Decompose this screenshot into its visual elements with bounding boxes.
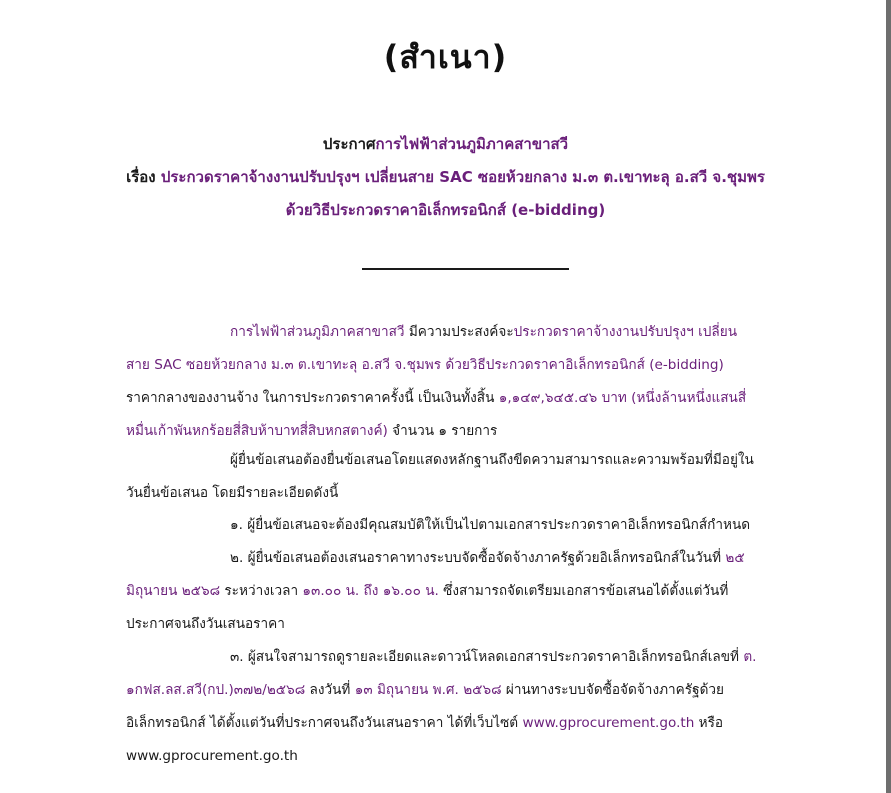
item3-website-link[interactable]: www.gprocurement.go.th — [522, 715, 695, 731]
list-item-3-line-4[interactable]: www.gprocurement.go.th — [126, 748, 298, 764]
announcement-heading-line1 — [0, 133, 891, 155]
heading-prefix: ประกาศ — [322, 135, 376, 153]
item3-date: ๑๓ มิถุนายน พ.ศ. ๒๕๖๘ — [354, 682, 502, 698]
qualification-paragraph — [126, 444, 816, 510]
item3-doc-number: ๑กฟส.ลส.สวี(กป.)๓๗๒/๒๕๖๘ — [126, 682, 306, 698]
announcement-heading-line2 — [0, 166, 891, 188]
window-edge — [886, 0, 891, 793]
subject-prefix: เรื่อง — [126, 168, 161, 186]
intro-line-2: สาย SAC ซอยห้วยกลาง ม.๓ ต.เขาทะลุ อ.สวี จ.ชุมพร ด้วยวิธีประกวดราคาอิเล็กทรอนิกส์ (e-bidding) — [126, 357, 724, 373]
intro-line-1 — [126, 316, 816, 349]
item2-day: ๒๕ — [725, 550, 745, 566]
item2-date: มิถุนายน ๒๕๖๘ — [126, 583, 221, 599]
subject-text: ประกวดราคาจ้างงานปรับปรุงฯ เปลี่ยนสาย SAC ซอยห้วยกลาง ม.๓ ต.เขาทะลุ อ.สวี จ.ชุมพร — [160, 168, 765, 186]
list-item-3-line-3 — [126, 707, 816, 740]
intro-quantity: จำนวน ๑ รายการ — [387, 423, 498, 439]
intro-price-words: หมื่นเก้าพันหกร้อยสี่สิบห้าบาทสี่สิบหกสตางค์) — [126, 423, 388, 439]
announcement-heading-line3: ด้วยวิธีประกวดราคาอิเล็กทรอนิกส์ (e-bidding) — [285, 201, 606, 219]
heading-org: การไฟฟ้าส่วนภูมิภาคสาขาสวี — [375, 135, 569, 153]
item3-text: ๓. ผู้สนใจสามารถดูรายละเอียดและดาวน์โหลดเอกสารประกวดราคาอิเล็กทรอนิกส์เลขที่ — [230, 649, 744, 665]
item3-website-text: อิเล็กทรอนิกส์ ได้ตั้งแต่วันที่ประกาศจนถึงวันเสนอราคา ได้ที่เว็บไซต์ — [126, 715, 523, 731]
qualification-line-1: ผู้ยื่นข้อเสนอต้องยื่นข้อเสนอโดยแสดงหลักฐานถึงขีดความสามารถและความพร้อมที่มีอยู่ใน — [230, 452, 754, 468]
item3-or: หรือ — [694, 715, 724, 731]
item2-rest: ซึ่งสามารถจัดเตรียมเอกสารข้อเสนอได้ตั้งแต่วันที่ — [438, 583, 729, 599]
list-item-3-line-2 — [126, 674, 816, 707]
item2-text: ๒. ผู้ยื่นข้อเสนอต้องเสนอราคาทางระบบจัดซื้อจัดจ้างภาครัฐด้วยอิเล็กทรอนิกส์ในวันที่ — [230, 550, 726, 566]
list-item-3-line-1 — [126, 641, 816, 674]
divider-line — [362, 268, 569, 270]
intro-price-amount: ๑,๑๔๙,๖๔๕.๔๖ บาท (หนึ่งล้านหนึ่งแสนสี่ — [498, 390, 747, 406]
list-item-2-line-2 — [126, 575, 816, 608]
item2-time: ๑๓.๐๐ น. ถึง ๑๖.๐๐ น. — [302, 583, 439, 599]
copy-mark-title: (สำเนา) — [383, 38, 508, 76]
intro-paragraph — [126, 316, 816, 448]
intro-text: มีความประสงค์จะ — [404, 324, 514, 340]
item2-between: ระหว่างเวลา — [220, 583, 303, 599]
intro-line-3 — [126, 382, 816, 415]
item3-doc-prefix: ต. — [743, 649, 757, 665]
list-item-2-line-3: ประกาศจนถึงวันเสนอราคา — [126, 616, 285, 632]
intro-subject: ประกวดราคาจ้างงานปรับปรุงฯ เปลี่ยน — [513, 324, 737, 340]
intro-price-text: ราคากลางของงานจ้าง ในการประกวดราคาครั้งนี้ เป็นเงินทั้งสิ้น — [126, 390, 499, 406]
items-list — [126, 509, 816, 773]
list-item-2-line-1 — [126, 542, 816, 575]
item3-rest: ผ่านทางระบบจัดซื้อจัดจ้างภาครัฐด้วย — [501, 682, 724, 698]
item3-dated: ลงวันที่ — [305, 682, 355, 698]
qualification-line-2: วันยื่นข้อเสนอ โดยมีรายละเอียดดังนี้ — [126, 485, 339, 501]
list-item-1: ๑. ผู้ยื่นข้อเสนอจะต้องมีคุณสมบัติให้เป็นไปตามเอกสารประกวดราคาอิเล็กทรอนิกส์กำหนด — [230, 517, 751, 533]
intro-org: การไฟฟ้าส่วนภูมิภาคสาขาสวี — [230, 324, 405, 340]
